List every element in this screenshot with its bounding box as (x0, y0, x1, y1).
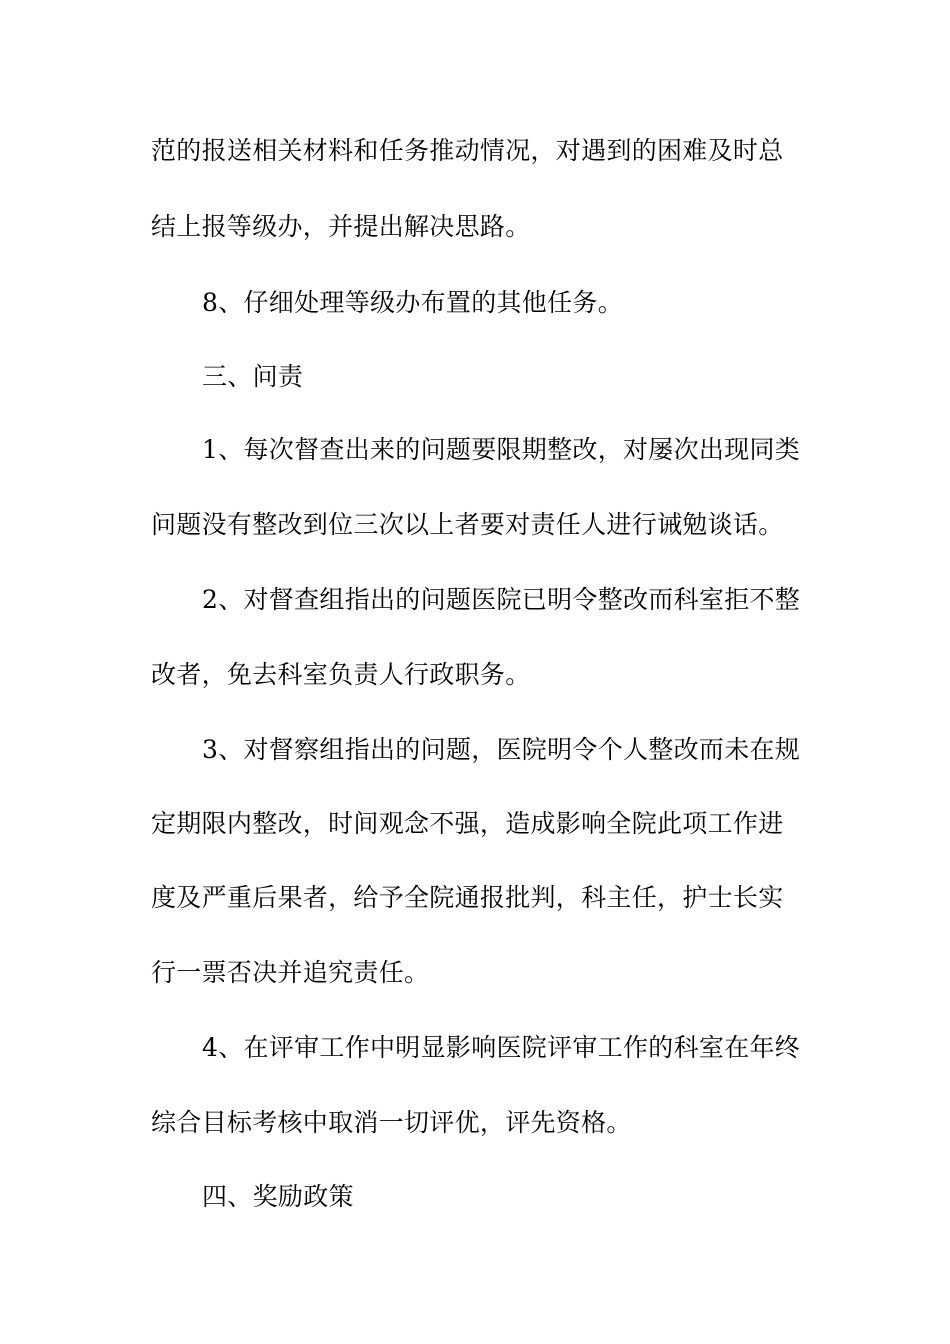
paragraph-continuation-line: 定期限内整改，时间观念不强，造成影响全院此项工作进 (151, 809, 784, 838)
list-item-8: 8、仔细处理等级办布置的其他任务。 (202, 288, 624, 317)
paragraph-continuation-line: 改者，免去科室负责人行政职务。 (151, 660, 531, 689)
paragraph-continuation-line: 综合目标考核中取消一切评优，评先资格。 (151, 1108, 632, 1137)
list-item-2: 2、对督查组指出的问题医院已明令整改而科室拒不整 (202, 585, 801, 614)
paragraph-continuation-line: 度及严重后果者，给予全院通报批判，科主任，护士长实 (151, 883, 784, 912)
paragraph-continuation-line: 范的报送相关材料和任务推动情况，对遇到的困难及时总 (151, 136, 784, 165)
paragraph-continuation-line: 行一票否决并追究责任。 (151, 958, 430, 987)
paragraph-continuation-line: 结上报等级办，并提出解决思路。 (151, 212, 531, 241)
list-item-4: 4、在评审工作中明显影响医院评审工作的科室在年终 (202, 1033, 801, 1062)
list-item-1: 1、每次督查出来的问题要限期整改，对屡次出现同类 (202, 435, 801, 464)
section-heading-reward-policy: 四、奖励政策 (202, 1182, 354, 1211)
section-heading-accountability: 三、问责 (202, 362, 304, 391)
list-item-3: 3、对督察组指出的问题，医院明令个人整改而未在规 (202, 735, 801, 764)
paragraph-continuation-line: 问题没有整改到位三次以上者要对责任人进行诫勉谈话。 (151, 510, 784, 539)
